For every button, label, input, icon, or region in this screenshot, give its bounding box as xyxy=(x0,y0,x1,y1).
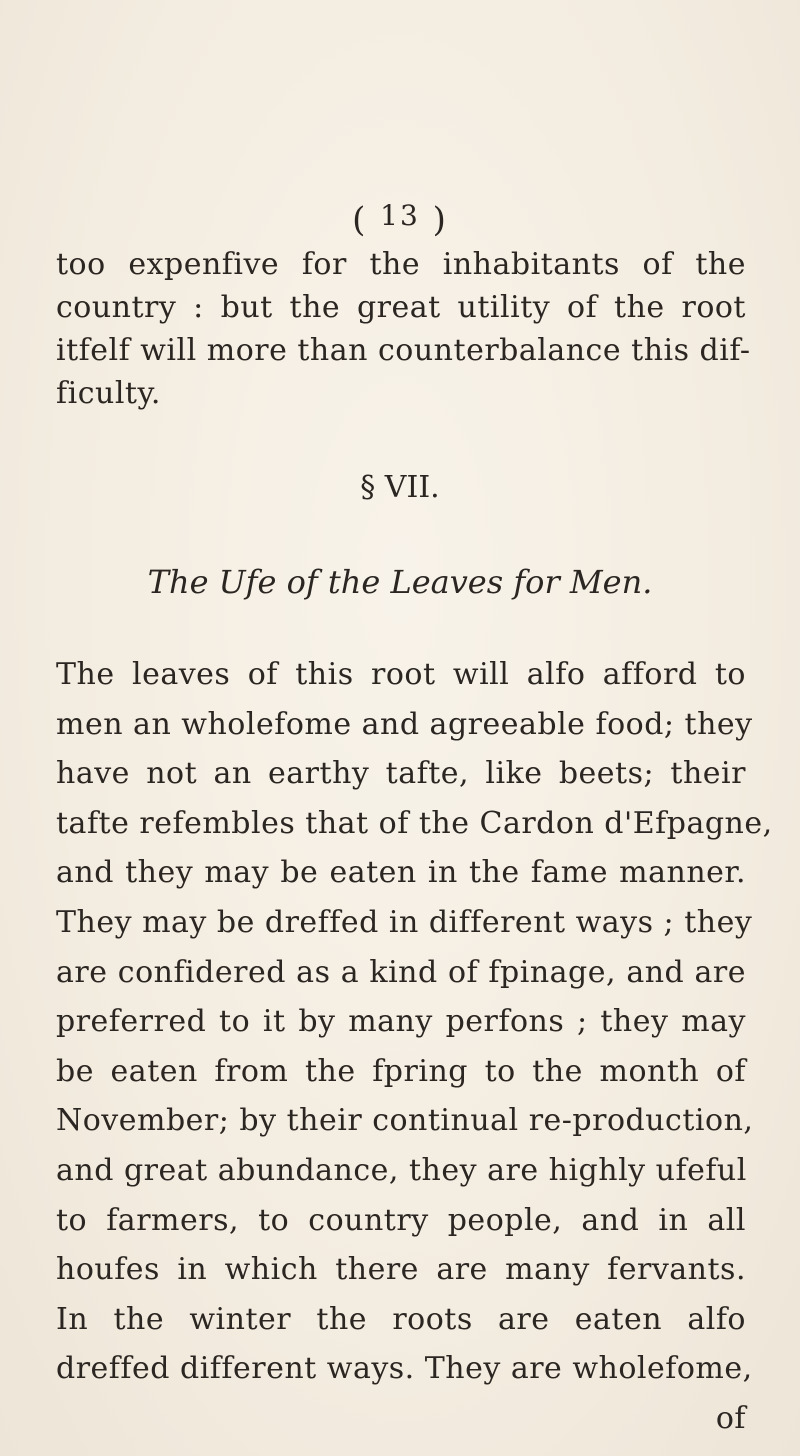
text-line: dreffed different ways. They are wholefome, xyxy=(56,1351,753,1387)
text-line: to farmers, to country people, and in all xyxy=(56,1202,746,1238)
text-line: country : but the great utility of the root xyxy=(56,290,746,325)
text-line: ficulty. xyxy=(56,376,161,411)
catchword: of xyxy=(715,1400,746,1436)
header-open-paren: ( xyxy=(352,200,368,240)
text-line: itfelf will more than counterbalance this dif- xyxy=(56,333,751,368)
text-line: In the winter the roots are eaten alfo xyxy=(56,1301,746,1337)
text-line: too expenfive for the inhabitants of the xyxy=(56,247,746,282)
paragraph-continuation xyxy=(56,243,751,415)
section-heading: The Ufe of the Leaves for Men. xyxy=(147,563,653,601)
header-close-paren: ) xyxy=(432,200,448,240)
page-header xyxy=(0,200,800,240)
text-line: November; by their continual re-production, xyxy=(56,1103,754,1139)
text-line: are confidered as a kind of fpinage, and are xyxy=(56,954,746,990)
text-line: They may be dreffed in different ways ; they xyxy=(56,904,753,940)
text-line: houfes in which there are many fervants. xyxy=(56,1252,746,1288)
section-number: § VII. xyxy=(360,470,440,505)
text-line: have not an earthy tafte, like beets; their xyxy=(56,756,746,792)
page-number: 13 xyxy=(380,199,420,232)
text-line: men an wholefome and agreeable food; they xyxy=(56,706,753,742)
text-line: be eaten from the fpring to the month of xyxy=(56,1053,746,1089)
text-line: preferred to it by many perfons ; they may xyxy=(56,1004,746,1040)
paragraph-body xyxy=(56,650,773,1444)
text-line: The leaves of this root will alfo afford to xyxy=(56,657,746,692)
text-line: tafte refembles that of the Cardon d'Efpagne, xyxy=(56,805,773,841)
text-line: and they may be eaten in the fame manner. xyxy=(56,855,746,891)
text-line: and great abundance, they are highly ufeful xyxy=(56,1152,747,1188)
